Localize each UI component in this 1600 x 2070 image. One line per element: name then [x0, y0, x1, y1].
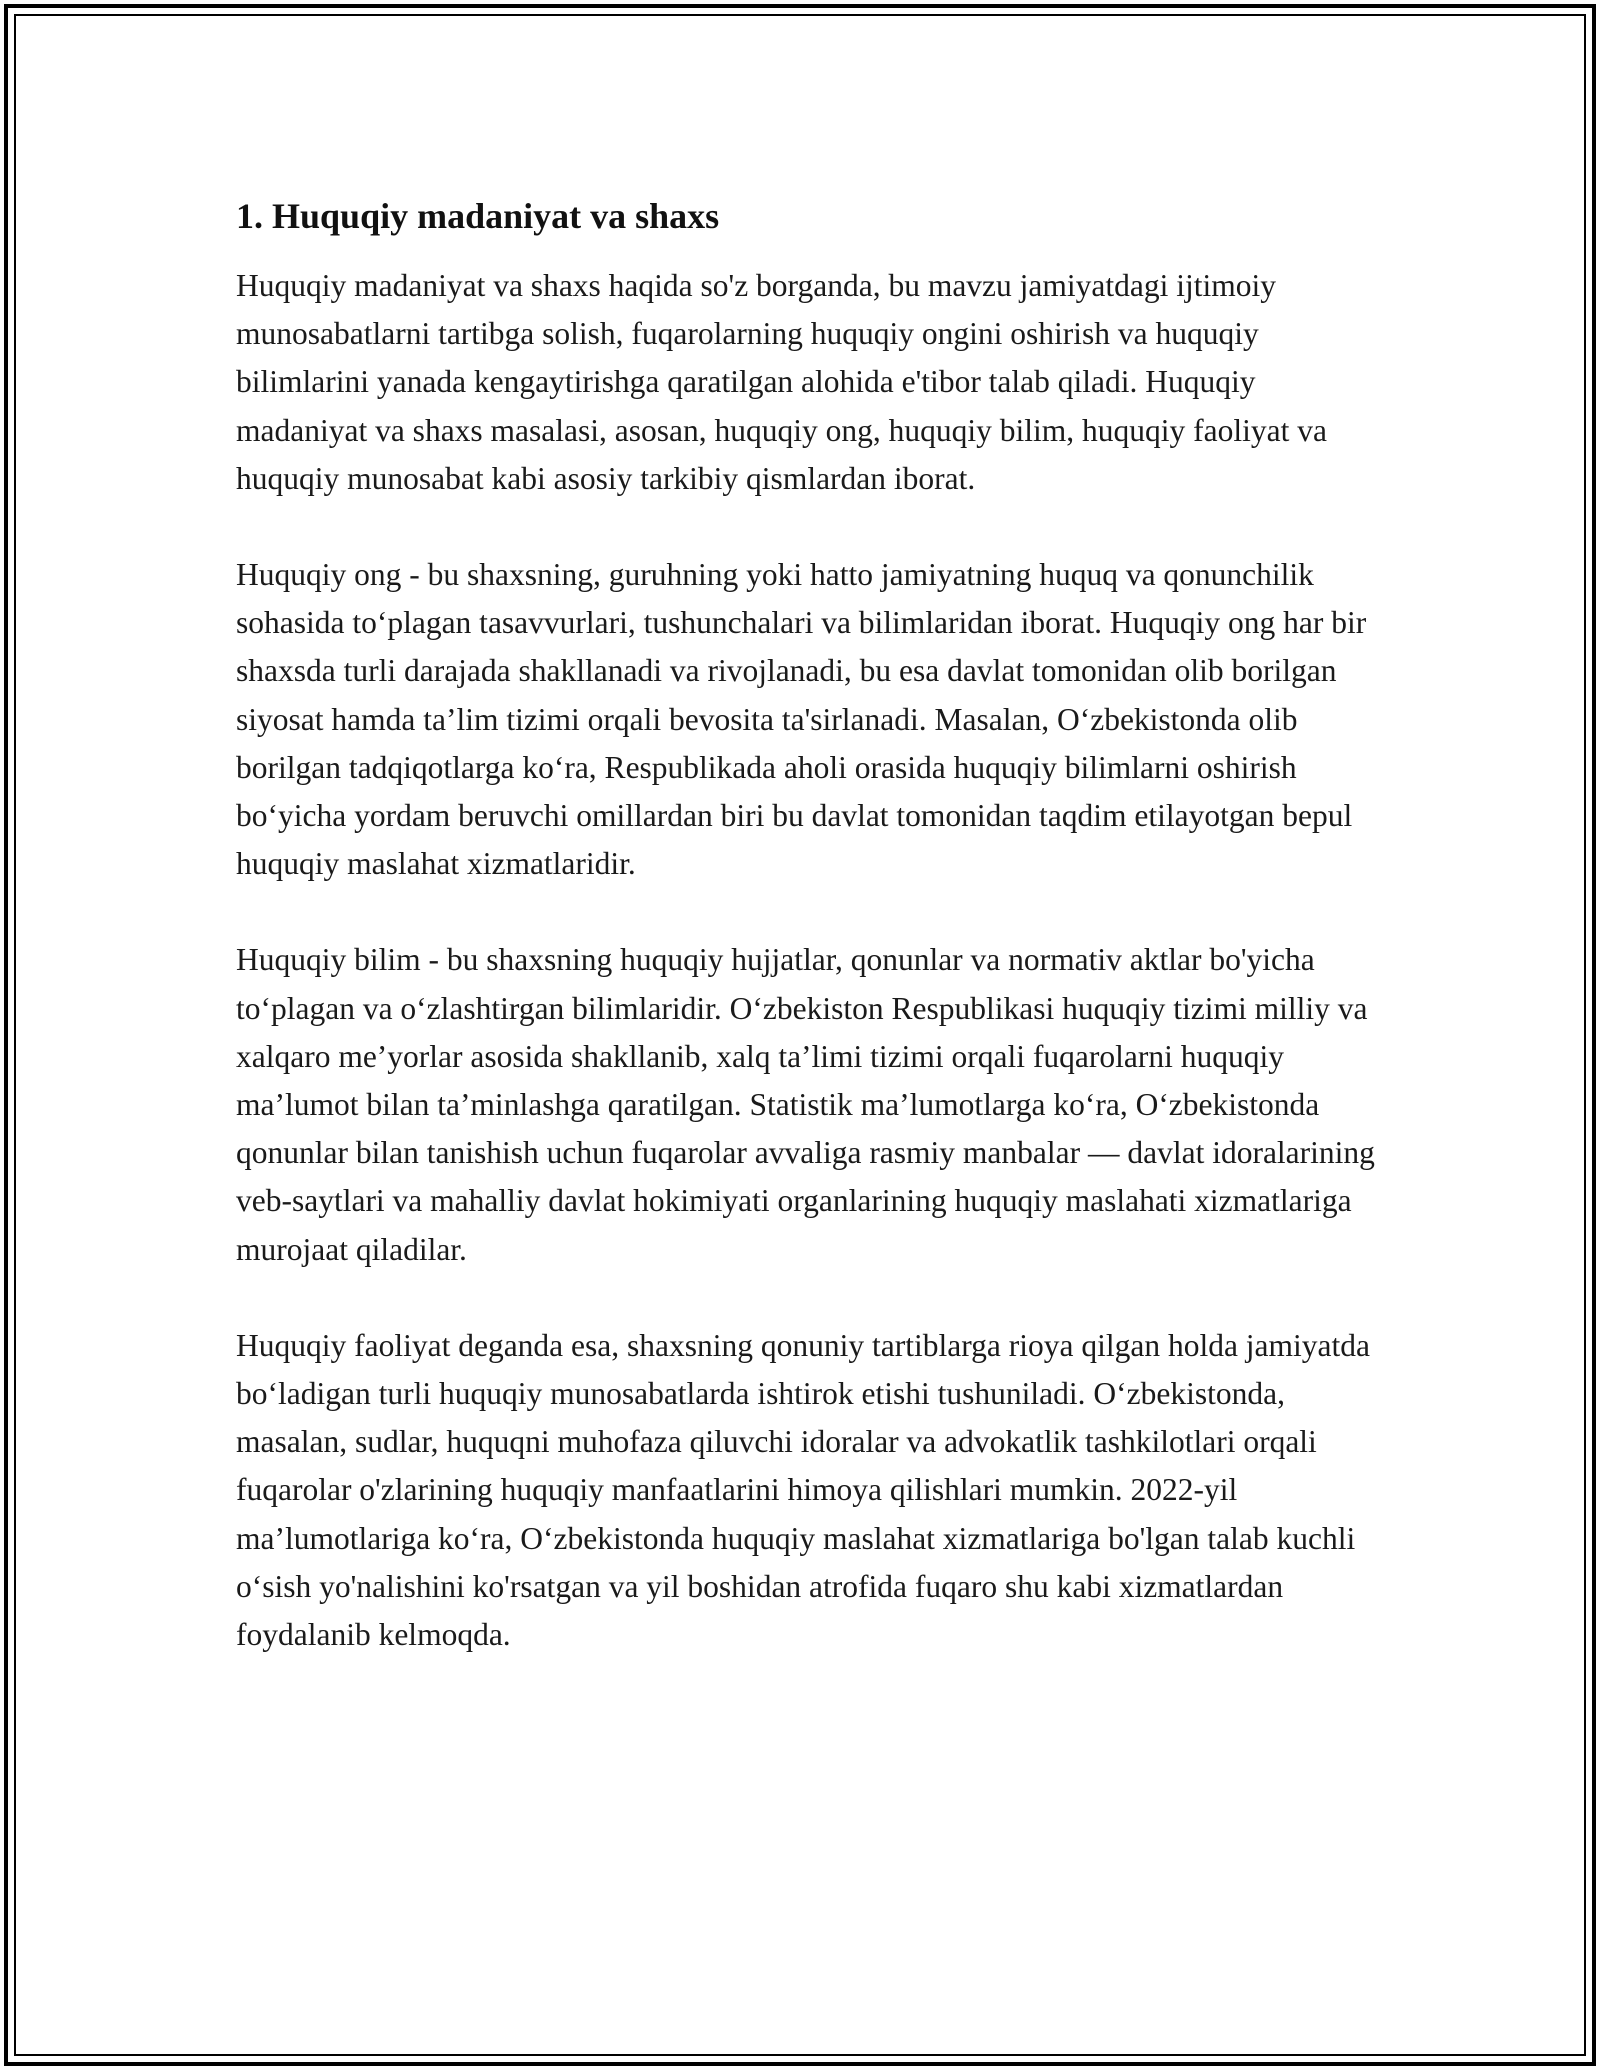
document-body [236, 188, 1376, 1659]
section-heading: 1. Huquqiy madaniyat va shaxs [236, 196, 720, 236]
paragraph-legal-knowledge: Huquqiy bilim - bu shaxsning huquqiy hujjatlar, qonunlar va normativ aktlar bo'yicha to‘plagan va o‘zlashtirgan bilimlaridir. O‘zbekiston Respublikasi huquqiy tizimi milliy va xalqaro me’yorlar asosida shakllanib, xalq ta’limi tizimi orqali fuqarolarni huquqiy ma’lumot bilan ta’minlashga qaratilgan. Statistik ma’lumotlarga ko‘ra, O‘zbekistonda qonunlar bilan tanishish uchun fuqarolar avvaliga rasmiy manbalar — davlat idoralarining veb-saytlari va mahalliy davlat hokimiyati organlarining huquqiy maslahati xizmatlariga murojaat qiladilar. [236, 942, 1375, 1267]
paragraph-intro: Huquqiy madaniyat va shaxs haqida so'z borganda, bu mavzu jamiyatdagi ijtimoiy munosabatlarni tartibga solish, fuqarolarning huquqiy ongini oshirish va huquqiy bilimlarini yanada kengaytirishga qaratilgan alohida e'tibor talab qiladi. Huquqiy madaniyat va shaxs masalasi, asosan, huquqiy ong, huquqiy bilim, huquqiy faoliyat va huquqiy munosabat kabi asosiy tarkibiy qismlardan iborat. [236, 268, 1327, 496]
paragraph-legal-consciousness: Huquqiy ong - bu shaxsning, guruhning yoki hatto jamiyatning huquq va qonunchilik sohasida to‘plagan tasavvurlari, tushunchalari va bilimlaridan iborat. Huquqiy ong har bir shaxsda turli darajada shakllanadi va rivojlanadi, bu esa davlat tomonidan olib borilgan siyosat hamda ta’lim tizimi orqali bevosita ta'sirlanadi. Masalan, O‘zbekistonda olib borilgan tadqiqotlarga ko‘ra, Respublikada aholi orasida huquqiy bilimlarni oshirish bo‘yicha yordam beruvchi omillardan biri bu davlat tomonidan taqdim etilayotgan bepul huquqiy maslahat xizmatlaridir. [236, 557, 1367, 882]
paragraph-legal-activity: Huquqiy faoliyat deganda esa, shaxsning qonuniy tartiblarga rioya qilgan holda jamiyatda bo‘ladigan turli huquqiy munosabatlarda ishtirok etishi tushuniladi. O‘zbekistonda, masalan, sudlar, huquqni muhofaza qiluvchi idoralar va advokatlik tashkilotlari orqali fuqarolar o'zlarining huquqiy manfaatlarini himoya qilishlari mumkin. 2022-yil ma’lumotlariga ko‘ra, O‘zbekistonda huquqiy maslahat xizmatlariga bo'lgan talab kuchli o‘sish yo'nalishini ko'rsatgan va yil boshidan atrofida fuqaro shu kabi xizmatlardan foydalanib kelmoqda. [236, 1327, 1370, 1653]
